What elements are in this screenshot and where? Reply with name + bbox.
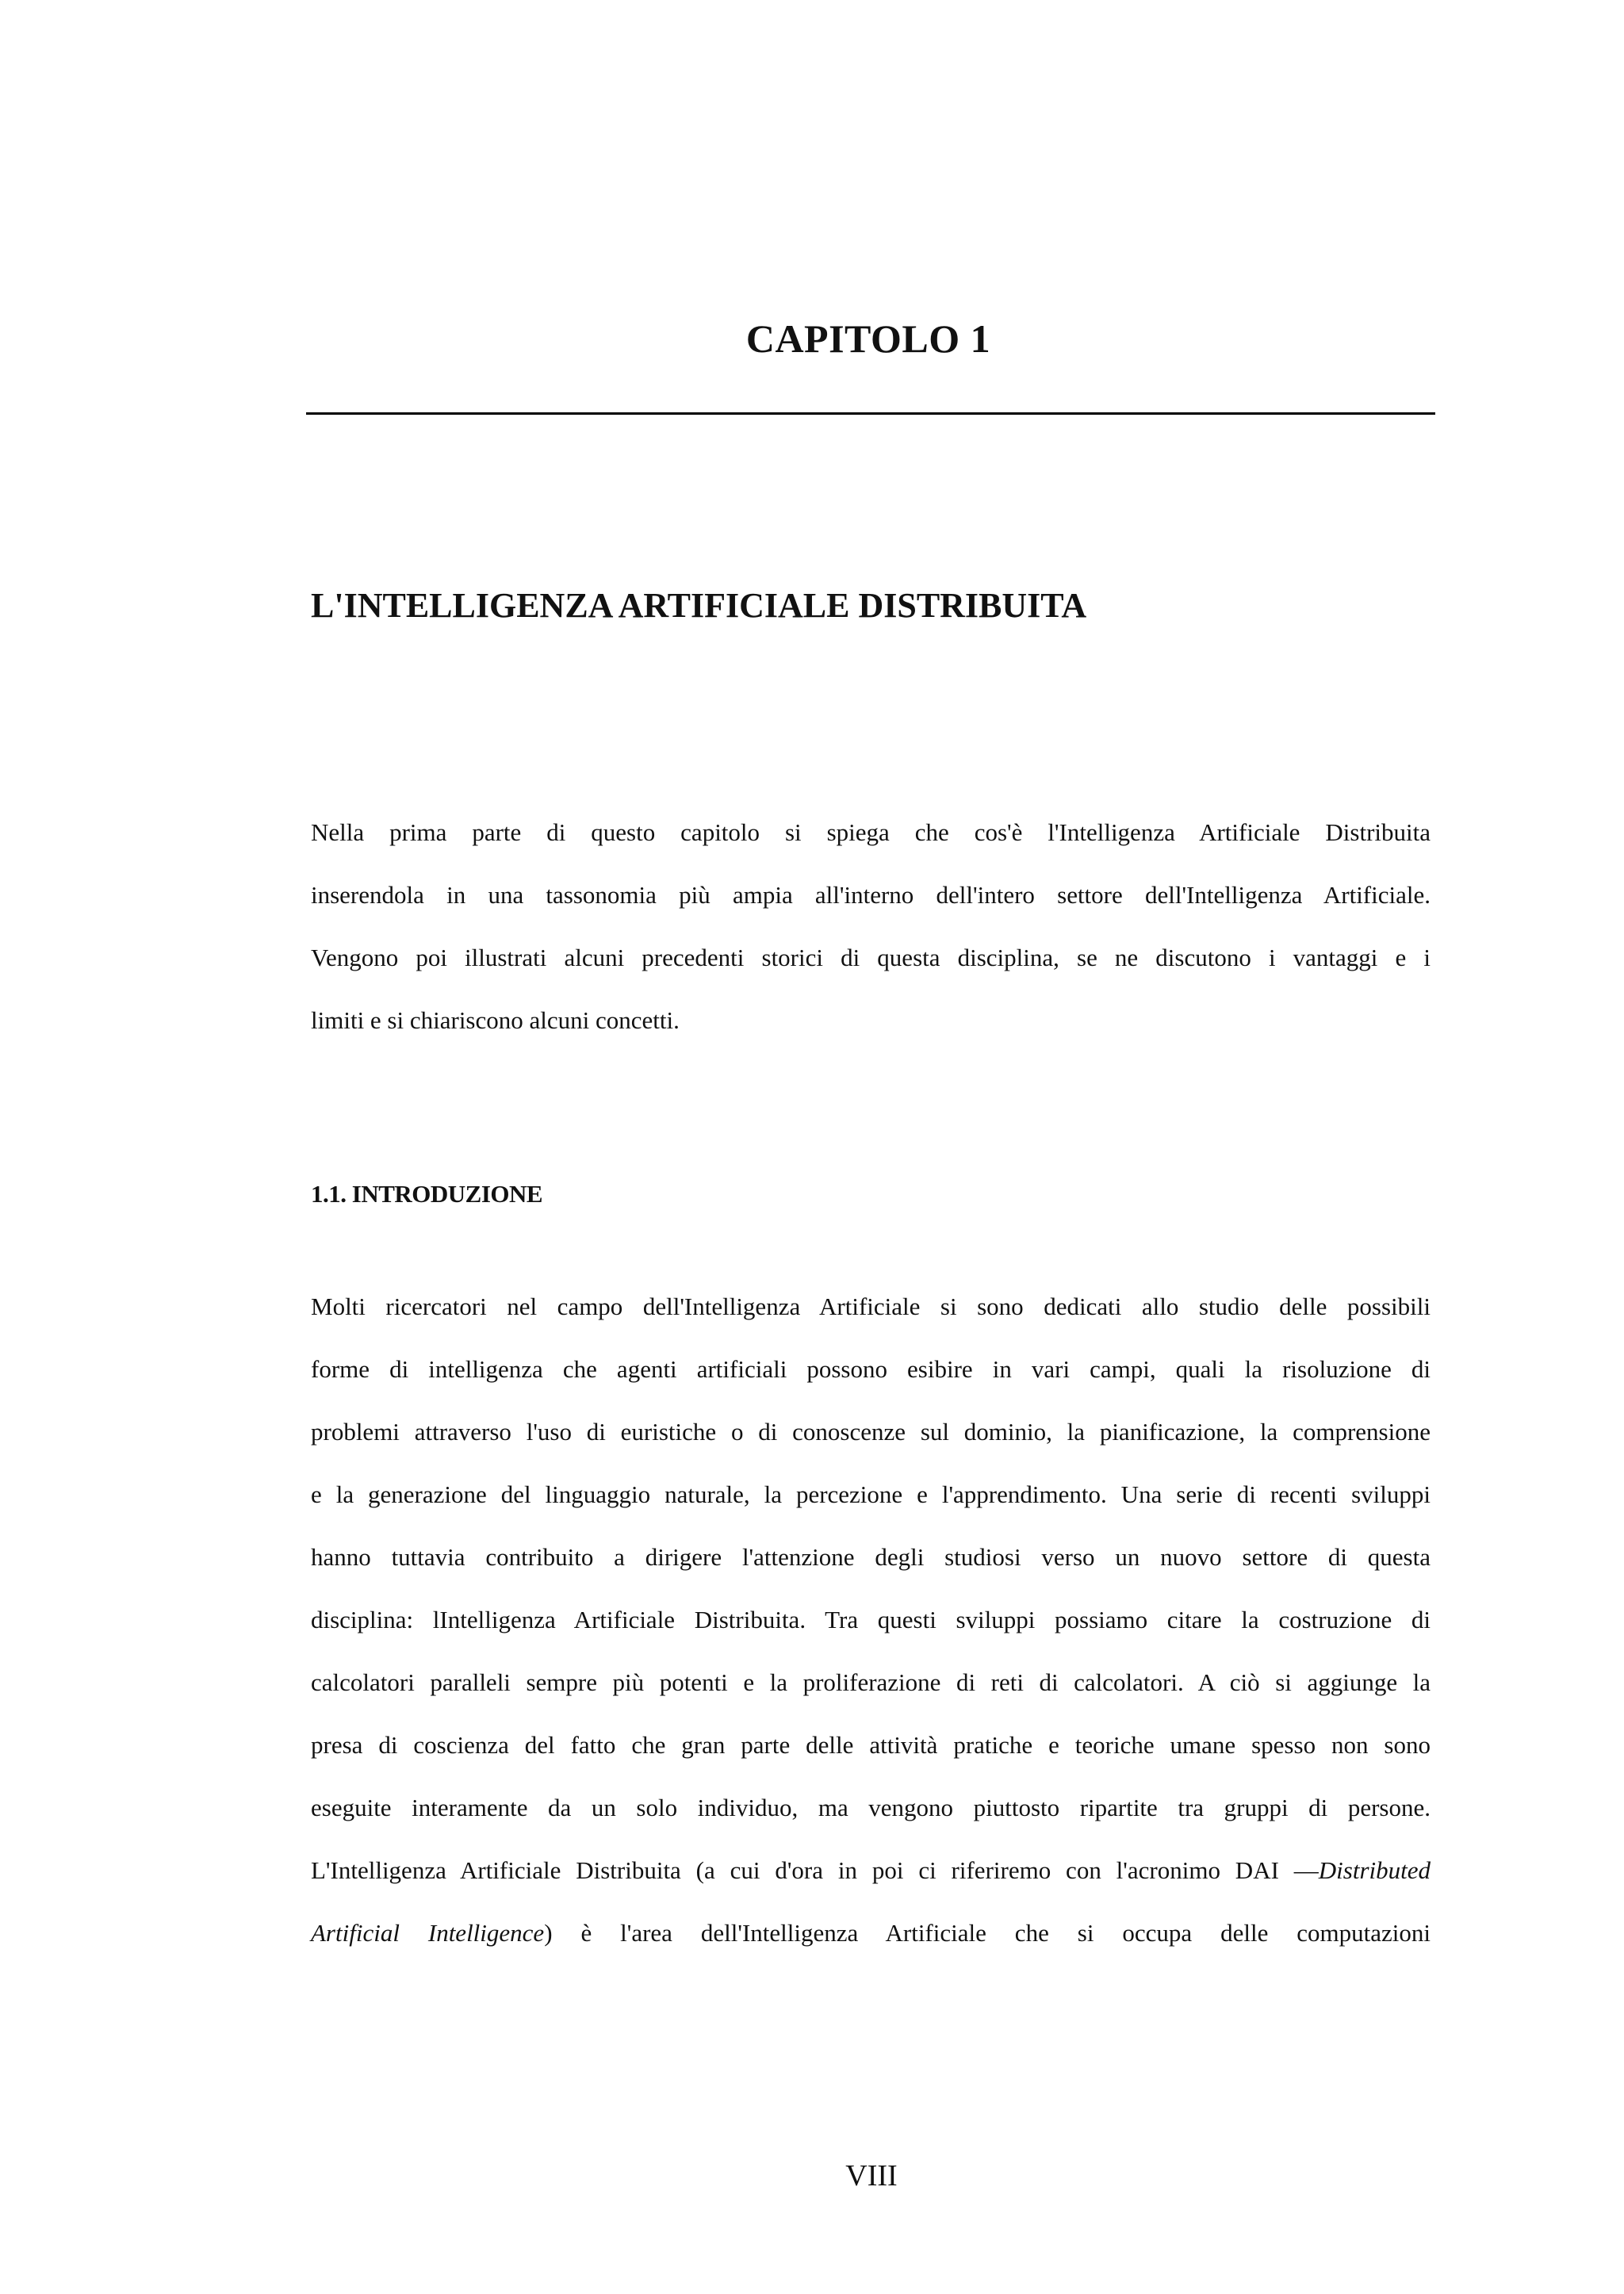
section-heading: 1.1. INTRODUZIONE (311, 1180, 543, 1208)
intro-line: Vengono poi illustrati alcuni precedenti storici di questa disciplina, se ne discutono i vantaggi e i (311, 944, 1431, 971)
body-text-segment: ) è l'area dell'Intelligenza Artificiale che si occupa delle computazioni (544, 1919, 1431, 1947)
body-line: calcolatori paralleli sempre più potenti e la proliferazione di reti di calcolatori. A ciò si aggiunge la (311, 1668, 1431, 1696)
body-line: forme di intelligenza che agenti artificiali possono esibire in vari campi, quali la risoluzione di (311, 1355, 1431, 1383)
body-line: presa di coscienza del fatto che gran parte delle attività pratiche e teoriche umane spesso non sono (311, 1731, 1431, 1759)
chapter-label: CAPITOLO 1 (745, 316, 991, 361)
body-line: disciplina: lIntelligenza Artificiale Distribuita. Tra questi sviluppi possiamo citare la costruzione di (311, 1606, 1431, 1633)
intro-line: inserendola in una tassonomia più ampia all'interno dell'intero settore dell'Intelligenza Artificiale. (311, 881, 1431, 909)
intro-line: Nella prima parte di questo capitolo si spiega che cos'è l'Intelligenza Artificiale Distribuita (311, 818, 1431, 846)
section-paragraph (311, 1275, 1431, 1964)
italic-term: Artificial Intelligence (311, 1919, 545, 1947)
body-line: hanno tuttavia contribuito a dirigere l'attenzione degli studiosi verso un nuovo settore di questa (311, 1543, 1431, 1571)
body-line-dai (311, 1839, 1431, 1901)
intro-paragraph (311, 801, 1431, 1051)
intro-line: limiti e si chiariscono alcuni concetti. (311, 1006, 680, 1034)
body-line: eseguite interamente da un solo individuo, ma vengono piuttosto ripartite tra gruppi di persone. (311, 1794, 1431, 1821)
chapter-divider (306, 412, 1435, 415)
chapter-title: L'INTELLIGENZA ARTIFICIALE DISTRIBUITA (311, 586, 1087, 625)
body-text-segment: L'Intelligenza Artificiale Distribuita (a cui d'ora in poi ci riferiremo con l'acronimo DAI — (311, 1856, 1319, 1884)
body-line: problemi attraverso l'uso di euristiche o di conoscenze sul dominio, la pianificazione, la comprensione (311, 1418, 1431, 1446)
body-line: e la generazione del linguaggio naturale, la percezione e l'apprendimento. Una serie di recenti sviluppi (311, 1480, 1431, 1508)
italic-term: Distributed (1318, 1856, 1431, 1884)
body-line: Molti ricercatori nel campo dell'Intelligenza Artificiale si sono dedicati allo studio delle possibili (311, 1293, 1431, 1320)
body-line-dai-continued (311, 1901, 1431, 1964)
page-number: VIII (845, 2159, 898, 2193)
